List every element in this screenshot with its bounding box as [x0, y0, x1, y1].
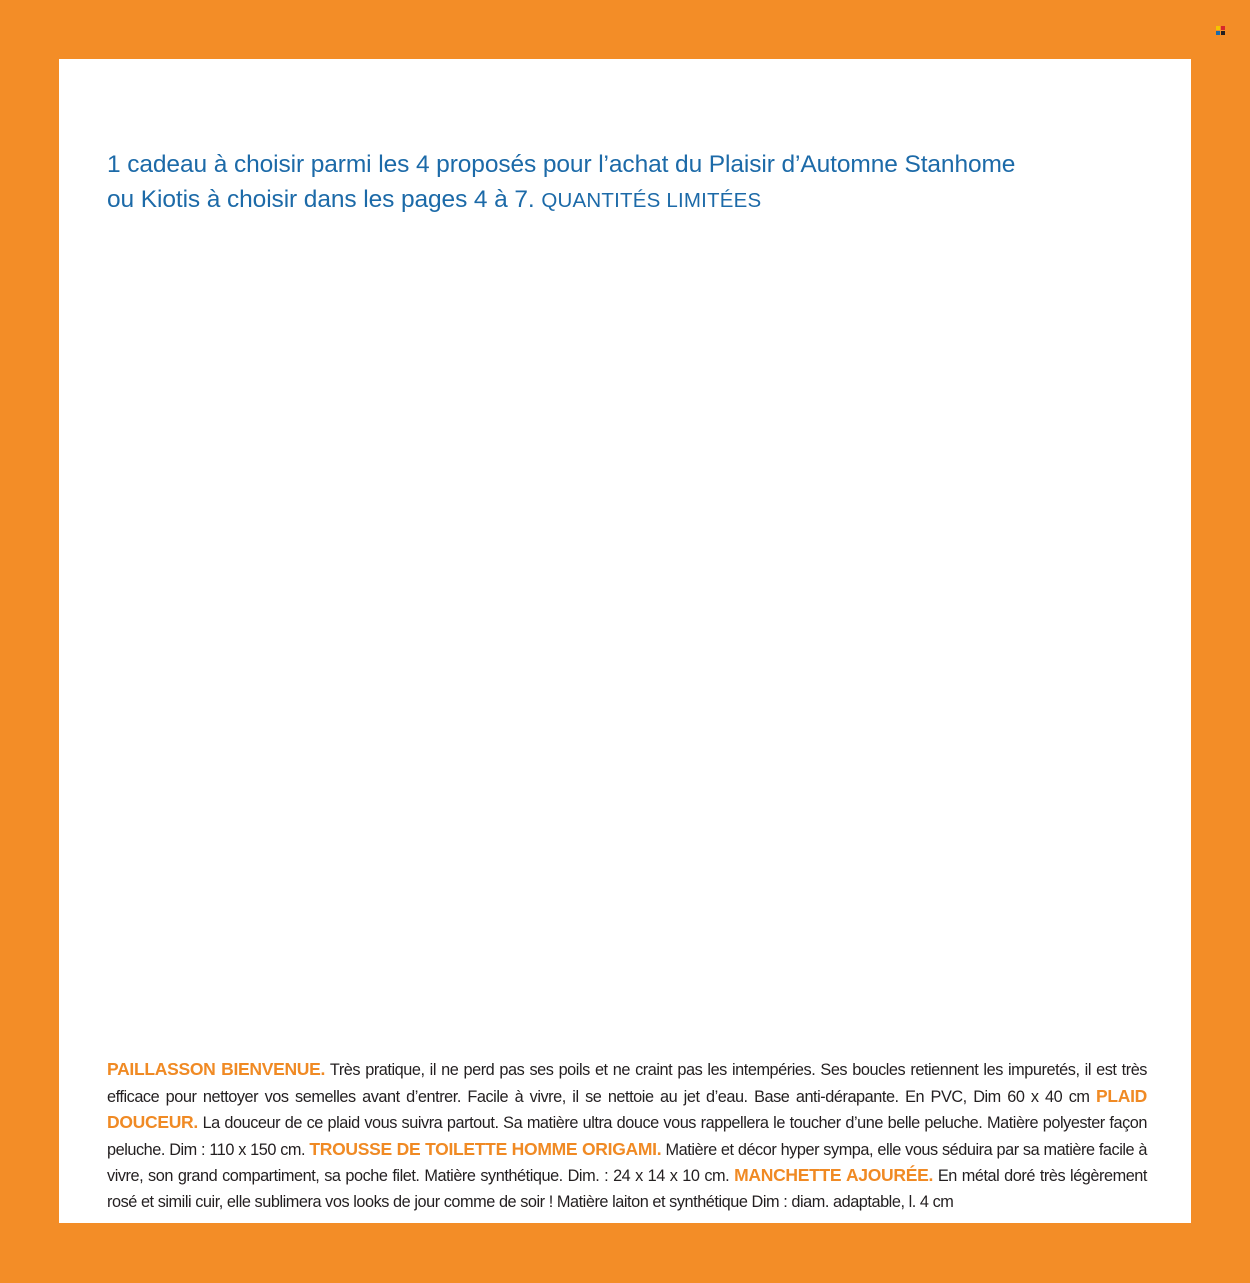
headline-line-1: 1 cadeau à choisir parmi les 4 proposés pour l’achat du Plaisir d’Automne Stanhome	[107, 151, 1016, 178]
headline-line-2-text: ou Kiotis à choisir dans les pages 4 à 7.	[107, 186, 535, 213]
product-descriptions	[107, 1057, 1147, 1215]
product-text-plaid: La douceur de ce plaid vous suivra partout. Sa matière ultra douce vous rappellera le toucher d’une belle peluche. Matière polyester façon peluche. Dim : 110 x 150 cm.	[107, 1114, 1147, 1159]
offer-headline	[107, 147, 1157, 218]
product-title-trousse: TROUSSE DE TOILETTE HOMME ORIGAMI.	[309, 1138, 662, 1159]
product-title-plaid: PLAID DOUCEUR.	[107, 1085, 1147, 1132]
product-title-manchette: MANCHETTE AJOURÉE.	[734, 1165, 934, 1185]
headline-line-2	[107, 182, 1157, 218]
product-title-paillasson: PAILLASSON BIENVENUE.	[107, 1059, 326, 1079]
product-text-trousse: Matière et décor hyper sympa, elle vous séduira par sa matière facile à vivre, son grand compartiment, sa poche filet. Matière synthétique. Dim. : 24 x 14 x 10 cm.	[107, 1140, 1148, 1185]
limited-quantities-note: QUANTITÉS LIMITÉES	[541, 189, 762, 212]
content-panel	[59, 59, 1191, 1223]
product-text-manchette: En métal doré très légèrement rosé et simili cuir, elle sublimera vos looks de jour comme de soir ! Matière laiton et synthétique Dim : diam. adaptable, l. 4 cm	[107, 1167, 1147, 1211]
product-text-paillasson: Très pratique, il ne perd pas ses poils et ne craint pas les intempéries. Ses boucles retiennent les impuretés, il est très efficace pour nettoyer vos semelles avant d’entrer. Facile à vivre, il se nettoie au jet d’eau. Base anti-dérapante. En PVC, Dim 60 x 40 cm	[107, 1061, 1147, 1106]
registration-mark-icon	[1216, 26, 1225, 35]
